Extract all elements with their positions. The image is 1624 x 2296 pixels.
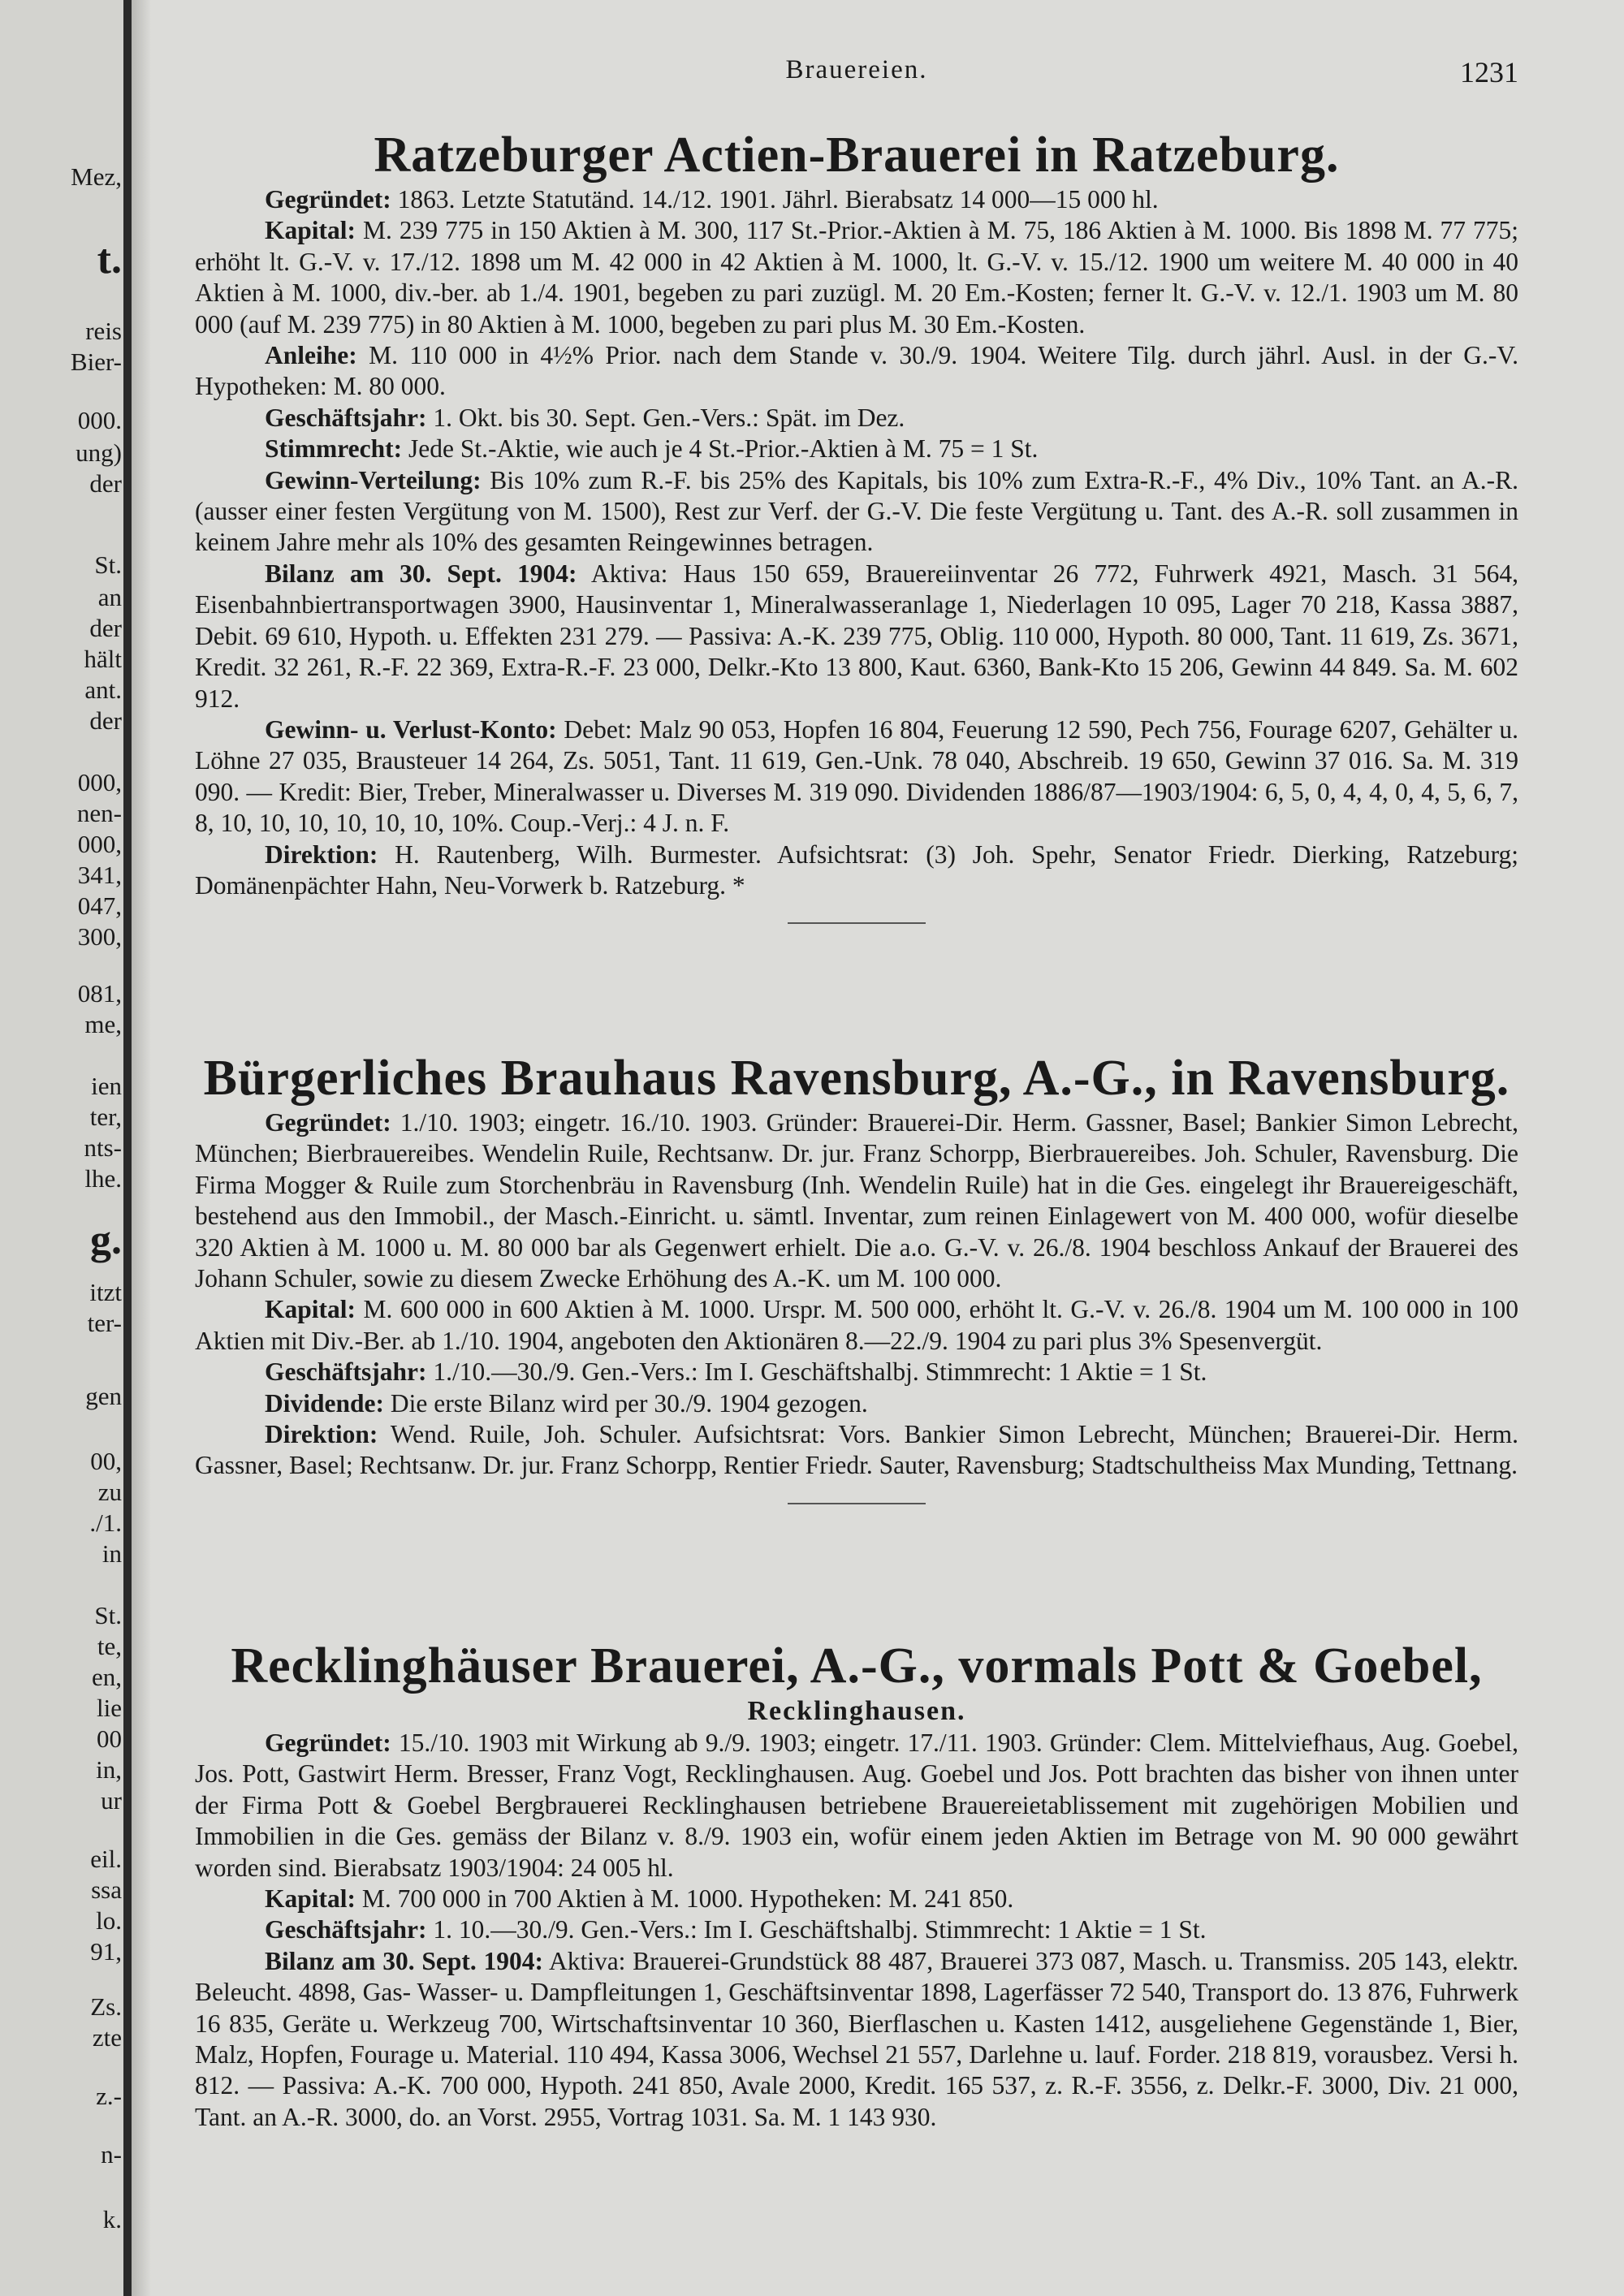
margin-fragment: eil. (90, 1845, 122, 1873)
margin-fragment: 91, (90, 1937, 122, 1966)
paragraph-label: Direktion: (265, 839, 378, 869)
margin-fragment: in (102, 1539, 122, 1568)
entry-ratzeburger (195, 126, 1518, 924)
previous-page-margin (0, 0, 123, 2296)
margin-fragment: 000, (77, 768, 122, 796)
margin-fragment: 000, (77, 830, 122, 858)
margin-fragment: z.- (96, 2082, 122, 2110)
margin-fragment: zte (92, 2023, 122, 2052)
margin-fragment: Zs. (90, 1992, 122, 2021)
section-divider (788, 1503, 926, 1504)
paragraph-label: Geschäftsjahr: (265, 403, 427, 432)
entry-paragraph (195, 1294, 1518, 1357)
margin-fragment: in, (96, 1755, 122, 1784)
paragraph-text: M. 600 000 in 600 Aktien à M. 1000. Urspr. M. 500 000, erhöht lt. G.-V. v. 26./8. 1904 um M. 100 000 in 100 Aktien mit Div.-Ber. ab 1./10. 1904, angeboten den Aktionären 8.—22./9. 1904 zu pari plus 3% Spesenvergüt. (195, 1295, 1518, 1355)
margin-fragment: hält (84, 645, 122, 673)
paragraph-text: 1. Okt. bis 30. Sept. Gen.-Vers.: Spät. im Dez. (426, 403, 905, 432)
margin-fragment: ./1. (89, 1508, 122, 1537)
margin-fragment: ter- (87, 1309, 122, 1337)
entry-paragraph (195, 1728, 1518, 1884)
paragraph-label: Stimmrecht: (265, 434, 403, 464)
margin-fragment: te, (97, 1632, 122, 1660)
entry-paragraph (195, 403, 1518, 434)
paragraph-text: 1./10.—30./9. Gen.-Vers.: Im I. Geschäftshalbj. Stimmrecht: 1 Aktie = 1 St. (426, 1357, 1207, 1387)
gutter-shadow (132, 0, 151, 2296)
margin-fragment: St. (94, 1601, 122, 1629)
entry-body (195, 1107, 1518, 1482)
entry-paragraph (195, 184, 1518, 215)
margin-fragment: der (89, 706, 122, 735)
paragraph-text: 1./10. 1903; eingetr. 16./10. 1903. Gründer: Brauerei-Dir. Herm. Gassner, Basel; Bankier Simon Lebrecht, München; Bierbrauereibes. Wendelin Ruile, Rechtsanw. Dr. jur. Franz Schorpp, Bierbrauereibes. Joh. Schuler, Ravensburg. Die Firma Mogger & Ruile zum Storchenbräu in Ravensburg (Inh. Wendelin Ruile) hat in die Ges. eingelegt ihr Brauereigeschäft, bestehend aus den Immobil., der Masch.-Einricht. u. sämtl. Inventar, zum reinen Einlagewert von M. 400 000, wofür dieselbe 320 Aktien à M. 1000 u. M. 80 000 bar als Gegenwert erhielt. Die a.o. G.-V. v. 26./8. 1904 beschloss Ankauf der Brauerei des Johann Schuler, sowie zu diesem Zwecke Erhöhung des A.-K. um M. 100 000. (195, 1108, 1518, 1293)
margin-fragment: ung) (76, 438, 122, 467)
margin-fragment: an (97, 583, 122, 611)
paragraph-label: Bilanz am 30. Sept. 1904: (265, 1946, 543, 1975)
page-number: 1231 (1460, 56, 1518, 88)
entry-paragraph (195, 1388, 1518, 1419)
paragraph-label: Dividende: (265, 1388, 385, 1418)
entry-title: Bürgerliches Brauhaus Ravensburg, A.-G., in Ravensburg. (203, 1051, 1510, 1106)
running-head-title: Brauereien. (785, 55, 928, 84)
section-divider (788, 922, 926, 924)
margin-fragment: 00 (97, 1724, 122, 1753)
margin-fragment: lie (97, 1694, 122, 1722)
entry-body (195, 1728, 1518, 2133)
margin-fragment: reis (85, 317, 122, 345)
margin-fragment: itzt (89, 1278, 122, 1306)
paragraph-text: M. 110 000 in 4½% Prior. nach dem Stande v. 30./9. 1904. Weitere Tilg. durch jährl. Ausl. in der G.-V. Hypotheken: M. 80 000. (195, 341, 1518, 401)
paragraph-label: Kapital: (265, 216, 356, 245)
margin-fragment: St. (94, 550, 122, 579)
margin-fragment: g. (90, 1217, 122, 1263)
entry-paragraph (195, 215, 1518, 340)
paragraph-label: Kapital: (265, 1884, 356, 1914)
paragraph-label: Gegründet: (265, 1108, 391, 1137)
entry-paragraph (195, 465, 1518, 559)
paragraph-text: H. Rautenberg, Wilh. Burmester. Aufsichtsrat: (3) Joh. Spehr, Senator Friedr. Dierking, Ratzeburg; Domänenpächter Hahn, Neu-Vorwerk b. Ratzeburg. * (195, 839, 1518, 900)
margin-fragment: Mez, (71, 162, 122, 191)
entry-paragraph (195, 340, 1518, 403)
paragraph-label: Anleihe: (265, 341, 357, 370)
entry-paragraph (195, 1107, 1518, 1294)
paragraph-text: M. 700 000 in 700 Aktien à M. 1000. Hypotheken: M. 241 850. (356, 1884, 1014, 1914)
paragraph-text: Die erste Bilanz wird per 30./9. 1904 gezogen. (384, 1388, 868, 1418)
entry-paragraph (195, 839, 1518, 902)
paragraph-text: Wend. Ruile, Joh. Schuler. Aufsichtsrat: Vors. Bankier Simon Lebrecht, München; Brauerei-Dir. Herm. Gassner, Basel; Rechtsanw. Dr. jur. Franz Schorpp, Rentier Friedr. Sauter, Ravensburg; Stadtschultheiss Max Munding, Tettnang. (195, 1420, 1518, 1480)
margin-fragment: ur (101, 1786, 122, 1815)
entry-recklinghaeuser (195, 1637, 1518, 2133)
paragraph-text: Debet: Malz 90 053, Hopfen 16 804, Feuerung 12 590, Pech 756, Fourage 6207, Gehälter u. Löhne 27 035, Brausteuer 14 264, Zs. 5051, Tant. 11 619, Gen.-Unk. 78 040, Abschreib. 19 650, Gewinn 37 016. Sa. M. 319 090. — Kredit: Bier, Treber, Mineralwasser u. Diverses M. 319 090. Dividenden 1886/87—1903/1904: 6, 5, 0, 4, 4, 0, 4, 5, 6, 7, 8, 10, 10, 10, 10, 10, 10, 10%. Coup.-Verj.: 4 J. n. F. (195, 714, 1519, 838)
margin-fragment: n- (101, 2140, 122, 2169)
margin-fragment: nts- (84, 1133, 122, 1162)
entry-paragraph (195, 714, 1518, 839)
entry-title: Ratzeburger Actien-Brauerei in Ratzeburg. (374, 127, 1340, 183)
entry-paragraph (195, 559, 1518, 714)
margin-fragment: 081, (77, 979, 122, 1008)
margin-fragment: en, (91, 1663, 122, 1691)
margin-fragment: ter, (89, 1103, 122, 1131)
margin-fragment: t. (97, 236, 122, 283)
paragraph-text: 1. 10.—30./9. Gen.-Vers.: Im I. Geschäftshalbj. Stimmrecht: 1 Aktie = 1 St. (426, 1915, 1207, 1944)
margin-fragment: lhe. (84, 1164, 122, 1193)
paragraph-label: Kapital: (265, 1295, 356, 1324)
margin-fragment: 00, (90, 1447, 122, 1475)
margin-fragment: 000. (77, 406, 122, 434)
margin-fragment: zu (97, 1478, 122, 1506)
margin-fragment: ssa (91, 1875, 122, 1904)
paragraph-label: Bilanz am 30. Sept. 1904: (265, 559, 577, 588)
entry-paragraph (195, 1946, 1518, 2133)
entry-paragraph (195, 1357, 1518, 1388)
gutter-line (123, 0, 132, 2296)
entry-paragraph (195, 1914, 1518, 1945)
entry-paragraph (195, 434, 1518, 464)
paragraph-label: Geschäftsjahr: (265, 1357, 427, 1387)
margin-fragment: gen (85, 1382, 122, 1410)
margin-fragment: der (89, 614, 122, 642)
paragraph-label: Gewinn- u. Verlust-Konto: (265, 714, 557, 744)
entry-body (195, 184, 1518, 901)
margin-fragment: 047, (77, 891, 122, 920)
margin-fragment: Bier- (70, 347, 122, 376)
paragraph-text: Aktiva: Haus 150 659, Brauereiinventar 26 772, Fuhrwerk 4921, Masch. 31 564, Eisenbahnbiertransportwagen 3900, Hausinventar 1, Mineralwasseranlage 1, Niederlagen 10 095, Lager 70 218, Kassa 3887, Debit. 69 610, Hypoth. u. Effekten 231 279. — Passiva: A.-K. 239 775, Oblig. 110 000, Hypoth. 80 000, Tant. 11 619, Zs. 3671, Kredit. 32 261, R.-F. 22 369, Extra-R.-F. 23 000, Delkr.-Kto 13 800, Kaut. 6360, Bank-Kto 15 206, Gewinn 44 849. Sa. M. 602 912. (195, 559, 1518, 713)
margin-fragment: 300, (77, 922, 122, 951)
paragraph-text: M. 239 775 in 150 Aktien à M. 300, 117 St.-Prior.-Aktien à M. 75, 186 Aktien à M. 1000. Bis 1898 M. 77 775; erhöht lt. G.-V. v. 17./12. 1898 um M. 42 000 in 42 Aktien à M. 1000, lt. G.-V. v. 15./12. 1900 um weitere M. 40 000 in 40 Aktien à M. 1000, div.-ber. ab 1./4. 1901, begeben zu pari zuzügl. M. 20 Em.-Kosten; ferner lt. G.-V. v. 12./1. 1903 um M. 80 000 (auf M. 239 775) in 80 Aktien à M. 1000, begeben zu pari plus M. 30 Em.-Kosten. (195, 216, 1518, 339)
paragraph-label: Gegründet: (265, 185, 391, 214)
margin-fragment: lo. (96, 1906, 122, 1935)
entry-title: Recklinghäuser Brauerei, A.-G., vormals Pott & Goebel, (231, 1638, 1483, 1694)
margin-fragment: ant. (84, 675, 122, 704)
entry-subtitle: Recklinghausen. (747, 1696, 966, 1726)
paragraph-label: Gegründet: (265, 1728, 391, 1757)
margin-fragment: me, (84, 1010, 122, 1038)
margin-fragment: der (89, 469, 122, 498)
margin-fragment: ien (91, 1072, 122, 1100)
entry-paragraph (195, 1884, 1518, 1914)
margin-fragment: k. (102, 2205, 122, 2233)
paragraph-text: Aktiva: Brauerei-Grundstück 88 487, Brauerei 373 087, Masch. u. Transmiss. 205 143, elektr. Beleucht. 4898, Gas- Wasser- u. Dampfleitungen 1, Geschäftsinventar 1898, Lagerfässer 72 540, Transport do. 13 876, Fuhrwerk 16 835, Geräte u. Werkzeug 700, Wirtschaftsinventar 10 360, Bierflaschen u. Kasten 1412, ausgeliehene Gegenstände 1, Bier, Malz, Hopfen, Fourage u. Material. 110 494, Kassa 3006, Wechsel 21 557, Darlehne u. lauf. Forder. 218 819, vorausbez. Versi h. 812. — Passiva: A.-K. 700 000, Hypoth. 241 850, Avale 2000, Kredit. 165 537, z. R.-F. 3556, z. Delkr.-F. 3000, Div. 21 000, Tant. an A.-R. 3000, do. an Vorst. 2955, Vortrag 1031. Sa. M. 1 143 930. (195, 1946, 1518, 2131)
paragraph-label: Direktion: (265, 1420, 378, 1449)
entry-ravensburg (195, 1049, 1518, 1504)
paragraph-text: Jede St.-Aktie, wie auch je 4 St.-Prior.-Aktien à M. 75 = 1 St. (402, 434, 1039, 464)
paragraph-text: 1863. Letzte Statutänd. 14./12. 1901. Jährl. Bierabsatz 14 000—15 000 hl. (391, 185, 1159, 214)
paragraph-label: Geschäftsjahr: (265, 1915, 427, 1944)
entry-paragraph (195, 1419, 1518, 1482)
paragraph-text: Bis 10% zum R.-F. bis 25% des Kapitals, bis 10% zum Extra-R.-F., 4% Div., 10% Tant. an A.-R. (ausser einer festen Vergütung von M. 1500), Rest zur Verf. der G.-V. Die feste Vergütung u. Tant. des A.-R. soll zusammen in keinem Jahre mehr als 10% des gesamten Reingewinnes betragen. (195, 465, 1518, 557)
margin-fragment: 341, (77, 861, 122, 889)
paragraph-label: Gewinn-Verteilung: (265, 465, 482, 494)
margin-fragment: nen- (76, 799, 122, 827)
paragraph-text: 15./10. 1903 mit Wirkung ab 9./9. 1903; eingetr. 17./11. 1903. Gründer: Clem. Mittelviefhaus, Aug. Goebel, Jos. Pott, Gastwirt Herm. Bresser, Franz Vogt, Recklinghausen. Aug. Goebel und Jos. Pott brachten das bisher von ihnen unter der Firma Pott & Goebel Bergbrauerei Recklinghausen betriebene Brauereietablissement mit zugehörigen Mobilien und Immobilien in die Ges. gemäss der Bilanz v. 8./9. 1903 ein, wofür einem jeden Aktien im Betrage von M. 90 000 gewährt worden sind. Bierabsatz 1903/1904: 24 005 hl. (195, 1728, 1518, 1882)
